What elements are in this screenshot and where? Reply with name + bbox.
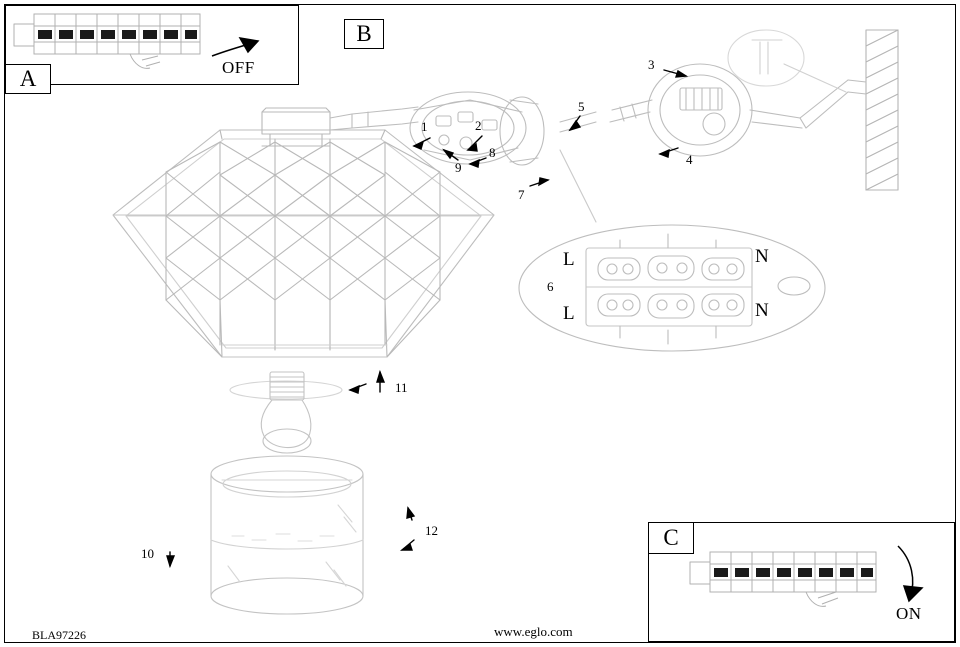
callout-5: 5 — [578, 99, 585, 114]
callout-1: 1 — [421, 119, 428, 134]
panel-c-frame — [648, 522, 955, 642]
callout-10: 10 — [141, 546, 154, 561]
terminal-label-N-bottom: N — [755, 300, 769, 321]
panel-c-action-label: ON — [896, 604, 922, 623]
callout-12: 12 — [425, 523, 438, 538]
callout-8: 8 — [489, 145, 496, 160]
terminal-label-L-bottom: L — [563, 303, 575, 324]
callout-6: 6 — [547, 279, 554, 294]
panel-b-letter: B — [344, 19, 384, 49]
callout-3: 3 — [648, 57, 655, 72]
footer-url: www.eglo.com — [494, 624, 573, 639]
callout-11: 11 — [395, 380, 408, 395]
callout-7: 7 — [518, 187, 525, 202]
panel-c-letter: C — [648, 522, 694, 554]
footer-article-code: BLA97226 — [32, 628, 86, 642]
callout-9: 9 — [455, 160, 462, 175]
panel-a-action-label: OFF — [222, 58, 255, 77]
callout-2: 2 — [475, 118, 482, 133]
terminal-label-N-top: N — [755, 246, 769, 267]
panel-a-letter: A — [5, 64, 51, 94]
callout-4: 4 — [686, 152, 693, 167]
terminal-label-L-top: L — [563, 249, 575, 270]
